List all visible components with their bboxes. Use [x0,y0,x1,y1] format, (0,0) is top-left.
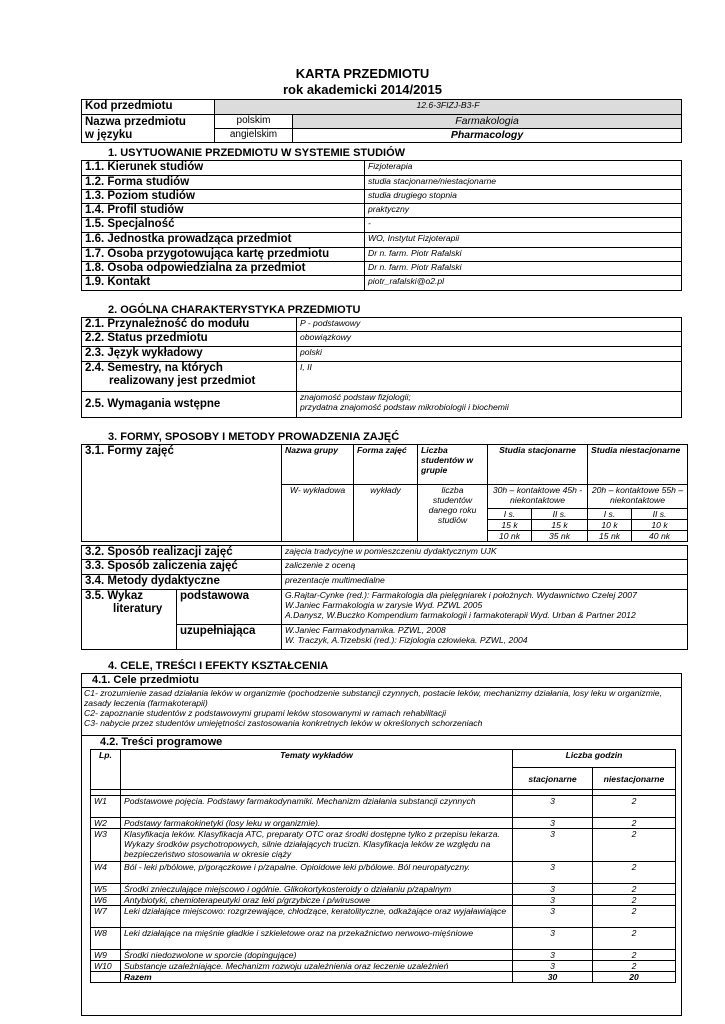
contact-hours-cell: 10 k [588,520,632,531]
program-content-table [90,749,676,983]
section1-row-label: 1.3. Poziom studiów [82,190,365,204]
status-label: 2.2. Status przedmiotu [82,332,297,347]
form-header: Forma zajęć [354,445,418,485]
basic-literature-item: G.Rajtar-Cynke (red.): Farmakologia dla pielęgniarek i położnych. Wydawnictwo Czelej 2007 [285,590,637,600]
section1-row-label: 1.9. Kontakt [82,276,365,291]
program-row-lp: W9 [91,950,121,961]
program-row-lp: W3 [91,829,121,862]
realization-value: zajęcia tradycyjne w pomieszczeniu dydaktycznym UJK [282,546,688,560]
program-row-lp: W10 [91,961,121,972]
hours-header: Liczba godzin [513,750,676,768]
requirements-value [297,392,682,418]
semesters-label [82,362,297,392]
fulltime-hours: 30h – kontaktowe 45h - niekontaktowe [488,485,588,509]
course-name-label [82,115,215,143]
program-row-lp: W5 [91,884,121,895]
parttime-header: Studia niestacjonarne [588,445,688,485]
literature-label-line1: 3.5. Wykaz [85,590,143,602]
total-lp-cell [91,972,121,983]
section1-row-label: 1.8. Osoba odpowiedzialna za przedmiot [82,262,365,276]
program-row-topic: Podstawowe pojęcia. Podstawy farmakodynamiki. Mechanizm działania substancji czynnych [121,796,513,818]
forms-label: 3.1. Formy zajęć [82,445,282,542]
total-fulltime: 30 [513,972,593,983]
content-box [81,735,682,1016]
program-row-lp: W6 [91,895,121,906]
literature-label [82,590,177,650]
program-row-parttime: 2 [593,829,676,862]
program-row-topic: Ból - leki p/bólowe, p/gorączkowe i p/zapalne. Opioidowe leki p/bólowe. Ból neuropatyczny. [121,862,513,884]
semester-cell: I s. [488,509,532,520]
program-row-fulltime: 3 [513,818,593,829]
fulltime-header: Studia stacjonarne [488,445,588,485]
section3-title: 3. FORMY, SPOSOBY I METODY PROWADZENIA ZAJĘĆ [108,431,400,443]
program-row-fulltime: 3 [513,862,593,884]
course-id-table [81,99,682,143]
objectives-list [82,687,681,728]
requirements-line2: przydatna znajomość podstaw mikrobiologii i biochemii [300,402,509,412]
section2-title: 2. OGÓLNA CHARAKTERYSTYKA PRZEDMIOTU [108,304,361,316]
section1-row-value: Fizjoterapia [365,161,682,176]
objective-item: C1- zrozumienie zasad działania leków w organizmie (pochodzenie substancji czynnych, postacie leków, mechanizmy działania, losy leku w organizmie, zasady leczenia (farmakoterapii) [84,688,662,708]
students-count-header: Liczba studentów w grupie [418,445,488,485]
section1-row-value: studia drugiego stopnia [365,190,682,204]
noncontact-hours-cell: 10 nk [488,531,532,542]
program-row-parttime: 2 [593,950,676,961]
contact-hours-cell: 15 k [488,520,532,531]
section1-row-label: 1.7. Osoba przygotowująca kartę przedmiotu [82,248,365,262]
section1-row-value: WO, Instytut Fizjoterapii [365,233,682,248]
page-title: KARTA PRZEDMIOTU [295,66,430,81]
contact-hours-cell: 10 k [632,520,688,531]
lang-english-label: angielskim [215,129,293,143]
section1-row-label: 1.5. Specjalność [82,218,365,233]
program-row-fulltime: 3 [513,961,593,972]
section1-row-label: 1.4. Profil studiów [82,204,365,218]
course-code-label: Kod przedmiotu [82,100,215,115]
program-row-parttime: 2 [593,796,676,818]
program-row-topic: Substancje uzależniające. Mechanizm rozwoju uzależnienia oraz leczenie uzależnień [121,961,513,972]
program-row-lp: W1 [91,796,121,818]
program-row-fulltime: 3 [513,895,593,906]
program-row-fulltime: 3 [513,950,593,961]
academic-year: rok akademicki 2014/2015 [282,82,442,97]
basic-literature-label: podstawowa [177,590,282,625]
program-row-parttime: 2 [593,884,676,895]
supplementary-literature-label: uzupełniająca [177,625,282,650]
semesters-label-line1: 2.4. Semestry, na których [85,362,223,374]
assessment-label: 3.3. Sposób zaliczenia zajęć [82,560,282,575]
literature-label-line2: literatury [113,603,163,615]
program-row-parttime: 2 [593,895,676,906]
content-title: 4.2. Treści programowe [100,736,223,748]
noncontact-hours-cell: 40 nk [632,531,688,542]
program-row-fulltime: 3 [513,796,593,818]
semesters-value: I, II [297,362,682,392]
methods-value: prezentacje multimedialne [282,575,688,590]
module-value: P - podstawowy [297,318,682,332]
section4-title: 4. CELE, TREŚCI I EFEKTY KSZTAŁCENIA [108,660,329,672]
section1-row-value: praktyczny [365,204,682,218]
noncontact-hours-cell: 15 nk [588,531,632,542]
semester-cell: II s. [632,509,688,520]
objective-item: C3- nabycie przez studentów umiejętności zastosowania konkretnych leków w określonych schorzeniach [84,718,483,728]
program-row-fulltime: 3 [513,906,593,928]
fulltime-hours-header: stacjonarne [513,768,593,790]
basic-literature-list [282,590,688,625]
contact-hours-cell: 15 k [532,520,588,531]
parttime-hours-header: niestacjonarne [593,768,676,790]
course-name-en: Pharmacology [293,129,682,143]
program-row-topic: Leki działające na mięśnie gładkie i szkieletowe oraz na przekaźnictwo nerwowo-mięśniowe [121,928,513,950]
status-value: obowiązkowy [297,332,682,347]
program-row-lp: W7 [91,906,121,928]
semester-cell: II s. [532,509,588,520]
section1-row-label: 1.2. Forma studiów [82,176,365,190]
section3-forms-table [81,444,688,542]
program-row-topic: Środki znieczulające miejscowo i ogólnie. Glikokortykosteroidy o działaniu p/zapalnym [121,884,513,895]
program-row-parttime: 2 [593,961,676,972]
program-row-parttime: 2 [593,928,676,950]
section1-row-value: - [365,218,682,233]
section1-table [81,160,682,291]
group-name-header: Nazwa grupy [282,445,354,485]
program-row-parttime: 2 [593,818,676,829]
section3-methods-table [81,545,688,650]
section1-row-value: studia stacjonarne/niestacjonarne [365,176,682,190]
requirements-line1: znajomość podstaw fizjologii; [300,392,411,402]
program-row-topic: Leki działające miejscowo: rozgrzewające, chłodzące, keratolityczne, odkażające oraz wyjaławiające [121,906,513,928]
lp-header: Lp. [91,750,121,790]
course-name-label-line2: w języku [85,128,133,141]
section1-row-value: Dr n. farm. Piotr Rafalski [365,248,682,262]
topics-header: Tematy wykładów [121,750,513,790]
total-parttime: 20 [593,972,676,983]
supplementary-literature-item: W. Traczyk, A.Trzebski (red.): Fizjologia człowieka. PZWL, 2004 [285,635,528,645]
language-value: polski [297,347,682,362]
noncontact-hours-cell: 35 nk [532,531,588,542]
assessment-value: zaliczenie z oceną [282,560,688,575]
semester-cell: I s. [588,509,632,520]
semesters-label-line2: realizowany jest przedmiot [109,375,256,387]
program-row-parttime: 2 [593,906,676,928]
form-value: wykłady [354,485,418,542]
language-label: 2.3. Język wykładowy [82,347,297,362]
program-row-lp: W2 [91,818,121,829]
basic-literature-item: W.Janiec Farmakologia w zarysie Wyd. PZWL 2005 [285,600,483,610]
realization-label: 3.2. Sposób realizacji zajęć [82,546,282,560]
course-name-pl: Farmakologia [293,115,682,129]
objectives-box [81,673,682,736]
section1-row-label: 1.6. Jednostka prowadząca przedmiot [82,233,365,248]
program-row-topic: Klasyfikacja leków. Klasyfikacja ATC, preparaty OTC oraz środki dostępne tylko z przepisu lekarza. Wykazy środków psychotropowych, silnie działających trucizn. Klasyfikacja leków ze względu na bezpieczeństwo stosowania w okresie ciąży [121,829,513,862]
parttime-hours: 20h – kontaktowe 55h – niekontaktowe [588,485,688,509]
students-count-value: liczba studentów danego roku studiów [418,485,488,542]
program-row-fulltime: 3 [513,928,593,950]
program-row-topic: Środki niedozwolone w sporcie (dopingujące) [121,950,513,961]
basic-literature-item: A.Danysz, W.Buczko Kompendium farmakologii i farmakoterapii Wyd. Urban & Partner 2012 [285,610,636,620]
program-row-lp: W4 [91,862,121,884]
program-row-lp: W8 [91,928,121,950]
section1-row-value: piotr_rafalski@o2.pl [365,276,682,291]
course-name-label-line1: Nazwa przedmiotu [85,115,186,128]
section1-title: 1. USYTUOWANIE PRZEDMIOTU W SYSTEMIE STUDIÓW [108,147,406,159]
methods-label: 3.4. Metody dydaktyczne [82,575,282,590]
program-row-topic: Antybiotyki, chemioterapeutyki oraz leki p/grzybicze i p/wirusowe [121,895,513,906]
supplementary-literature-item: W.Janiec Farmakodynamika. PZWL, 2008 [285,625,446,635]
section1-row-label: 1.1. Kierunek studiów [82,161,365,176]
total-label: Razem [121,972,513,983]
requirements-label: 2.5. Wymagania wstępne [82,392,297,418]
program-row-topic: Podstawy farmakokinetyki (losy leku w organizmie). [121,818,513,829]
program-row-fulltime: 3 [513,884,593,895]
program-row-fulltime: 3 [513,829,593,862]
program-row-parttime: 2 [593,862,676,884]
supplementary-literature-list [282,625,688,650]
objectives-title: 4.1. Cele przedmiotu [92,674,199,686]
group-name-value: W- wykładowa [282,485,354,542]
module-label: 2.1. Przynależność do modułu [82,318,297,332]
lang-polish-label: polskim [215,115,293,129]
section2-table [81,317,682,418]
section1-row-value: Dr n. farm. Piotr Rafalski [365,262,682,276]
objective-item: C2- zapoznanie studentów z podstawowymi grupami leków stosowanymi w ramach rehabilitacji [84,708,447,718]
course-code-value: 12.6-3FIZJ-B3-F [215,100,682,115]
